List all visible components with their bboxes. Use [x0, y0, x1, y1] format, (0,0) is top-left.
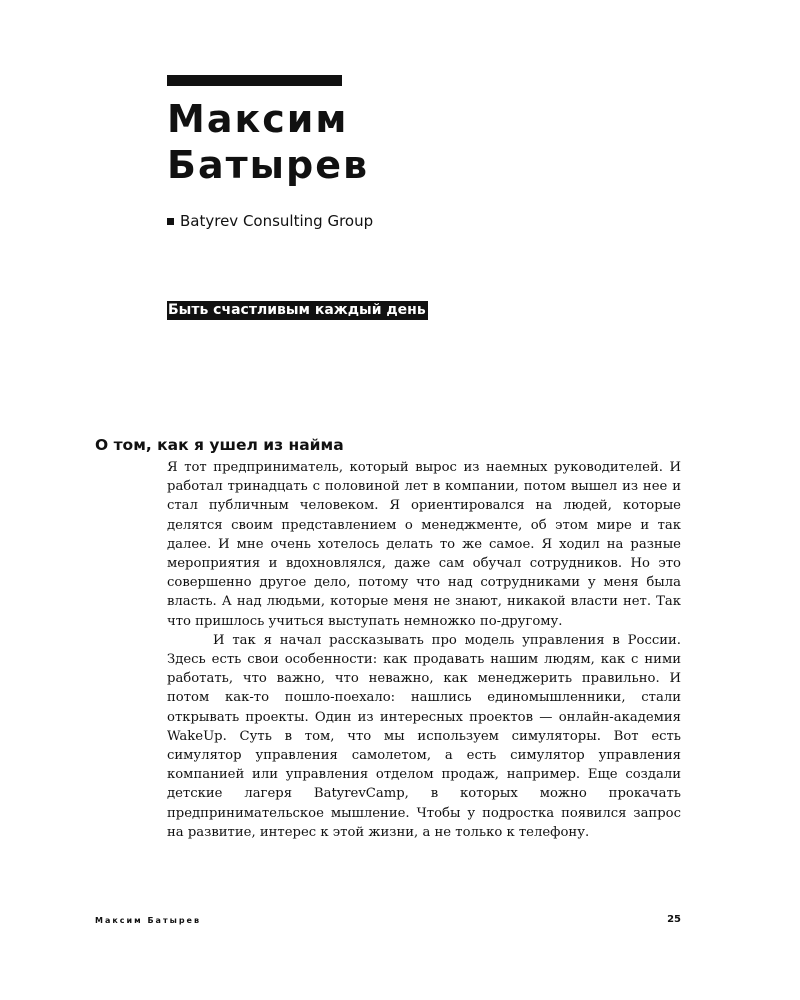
- paragraph-1: Я тот предприниматель, который вырос из наемных руководителей. И работал тринадцать с половиной лет в компании, потом вышел из нее и стал публичным человеком. Я ориентировался на людей, которые делятся своим представлением о менеджменте, об этом мире и так далее. И мне очень хотелось делать то же самое. Я ходил на разные мероприятия и вдохновлялся, даже сам обучал сотрудников. Но это совершенно другое дело, потому что над сотрудниками у меня была власть. А над людьми, которые меня не знают, никакой власти нет. Так что пришлось учиться выступать немножко по-другому.: [167, 460, 681, 629]
- company-line: [167, 211, 373, 231]
- author-last-name: Батырев: [167, 143, 370, 187]
- article-body: [167, 458, 681, 842]
- page-number: 25: [667, 914, 681, 925]
- square-bullet-icon: [167, 218, 174, 225]
- title-decoration-bar: [167, 75, 342, 86]
- talk-title: Быть счастливым каждый день: [168, 302, 426, 318]
- section-heading: О том, как я ушел из найма: [95, 436, 344, 454]
- author-first-name: Максим: [167, 97, 349, 141]
- company-name: Batyrev Consulting Group: [180, 212, 374, 230]
- paragraph-2: И так я начал рассказывать про модель управления в России. Здесь есть свои особенности: как продавать нашим людям, как с ними работать, что важно, что неважно, как менеджерить правильно. И потом как-то пошло-поехало: нашлись единомышленники, стали открывать проекты. Один из интересных проектов — онлайн-академия WakeUp. Суть в том, что мы используем симуляторы. Вот есть симулятор управления самолетом, а есть симулятор управления компанией или управления отделом продаж, например. Еще создали детские лагеря BatyrevCamp, в которых можно прокачать предпринимательское мышление. Чтобы у подростка появился запрос на развитие, интерес к этой жизни, а не только к телефону.: [167, 632, 681, 840]
- footer-author: Максим Батырев: [95, 916, 202, 925]
- author-name: [167, 96, 369, 188]
